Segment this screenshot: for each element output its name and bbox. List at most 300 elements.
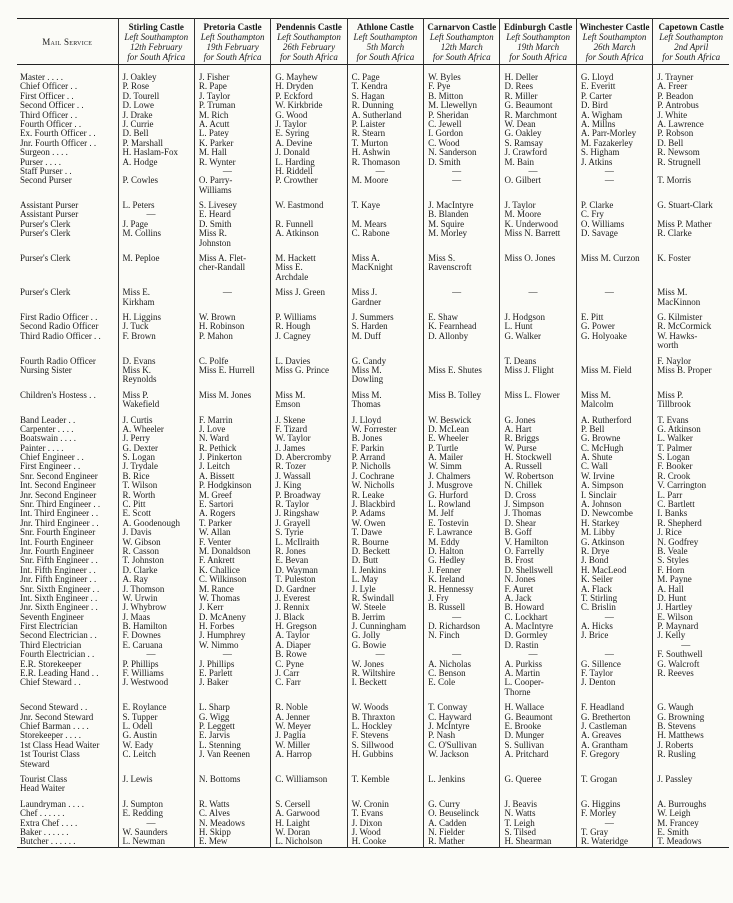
crew-name: M. Rich <box>198 109 229 120</box>
crew-name: C. Wood <box>428 137 460 148</box>
role-label: Children's Hostess . . <box>20 389 96 400</box>
crew-name: J. Tuck <box>122 321 149 332</box>
crew-name: J. Davis <box>122 527 152 538</box>
crew-cell <box>500 410 576 698</box>
crew-name: Dowling <box>351 374 384 385</box>
crew-name: M. Hackett <box>275 253 316 264</box>
crew-name: G. Holyoake <box>580 330 627 341</box>
crew-cell <box>424 385 500 410</box>
crew-name: A. Lawrence <box>657 118 704 129</box>
crew-name: A. Acutt <box>198 118 230 129</box>
crew-name: G. Hedley <box>428 555 466 566</box>
crew-cell <box>118 385 194 410</box>
crew-name: L. May <box>351 574 379 585</box>
role-label: Carpenter . . . . <box>20 423 74 434</box>
crew-name: G. Mayhew <box>275 72 318 82</box>
crew-name: P. Carter <box>580 90 612 101</box>
crew-name: W. Irvine <box>580 470 615 481</box>
crew-name: J. Black <box>275 611 305 622</box>
crew-name: L. Newman <box>122 836 165 847</box>
crew-name: P. Turtle <box>428 442 459 453</box>
crew-name: Miss P. <box>122 389 149 400</box>
crew-name: D. Abercromby <box>275 452 332 463</box>
role-label: Assistant Purser <box>20 209 79 220</box>
role-label: Assistant Purser <box>20 200 79 211</box>
role-label: Second Steward . . <box>20 702 88 713</box>
crew-name: K. Seiler <box>580 574 613 585</box>
crew-name: J. Wood <box>351 826 381 837</box>
crew-cell <box>118 307 194 351</box>
crew-name: J. Lyle <box>351 583 376 594</box>
crew-name: R. Thomason <box>351 156 401 167</box>
crew-cell <box>271 385 347 410</box>
crew-name: G. Beaumont <box>504 711 553 722</box>
vacant-dash: — <box>604 165 614 176</box>
crew-name: P. Arrand <box>351 452 386 463</box>
crew-cell <box>271 248 347 282</box>
crew-name: C. Pyne <box>275 658 304 669</box>
crew-name: R. Jones <box>275 545 306 556</box>
crew-name: E. Redding <box>122 808 163 819</box>
crew-name: F. Marrin <box>198 414 233 425</box>
crew-name: K. Foster <box>657 253 691 264</box>
ship-name: Edinburgh Castle <box>504 22 573 32</box>
crew-name: D. Butt <box>351 555 379 566</box>
crew-name: A. Goodenough <box>122 517 180 528</box>
crew-name: H. Dryden <box>275 81 314 92</box>
crew-name: Miss M. <box>657 287 688 298</box>
role-label: E.R. Storekeeper <box>20 658 82 669</box>
crew-name: P. Maynard <box>657 621 699 632</box>
crew-name: J. Taylor <box>275 118 307 129</box>
crew-name: J. Kelly <box>657 630 686 641</box>
crew-cell <box>424 410 500 698</box>
role-cell <box>17 385 118 410</box>
crew-name: J. Maas <box>122 611 150 622</box>
crew-name: A. Johnson <box>580 499 622 510</box>
crew-name: R. Worth <box>122 489 156 500</box>
crew-name: A. Purkiss <box>504 658 542 669</box>
crew-name: P. Leggett <box>198 721 235 731</box>
crew-cell <box>424 351 500 385</box>
crew-name: A. Rogers <box>198 508 236 519</box>
crew-name: J. Passley <box>657 773 693 784</box>
role-label: Snr. Fifth Engineer . . <box>20 555 98 566</box>
crew-name: A. MacIntyre <box>504 621 553 632</box>
crew-name: R. McCormick <box>657 321 712 332</box>
crew-cell <box>347 282 423 307</box>
role-label: Second Purser <box>20 175 72 186</box>
vacant-dash: — <box>528 649 538 660</box>
role-label: Int. Third Engineer . . <box>20 508 99 519</box>
crew-name: L. Hockley <box>351 721 393 731</box>
crew-name: Malcolm <box>580 399 614 410</box>
crew-name: E. Parlett <box>198 668 233 679</box>
crew-name: G. Browning <box>657 711 705 722</box>
crew-name: J. Roberts <box>657 739 694 750</box>
role-label: Storekeeper . . . . <box>20 730 81 741</box>
role-label: Jnr. Second Engineer <box>20 489 97 500</box>
role-label: Staff Purser . . <box>20 165 72 176</box>
crew-name: D. Wayman <box>275 564 318 575</box>
crew-name: O. Farrelly <box>504 545 544 556</box>
crew-name: J. Pinkerton <box>198 452 242 463</box>
ship-departure-line: Left Southampton <box>506 32 571 42</box>
crew-name: F. Williams <box>122 668 164 679</box>
crew-name: Miss J. Flight <box>504 364 554 375</box>
crew-name: J. Leitch <box>198 461 230 472</box>
crew-name: W. Urwin <box>122 592 158 603</box>
crew-name: J. Lloyd <box>351 414 382 425</box>
crew-name: A. Greaves <box>580 730 622 741</box>
crew-name: L. Walker <box>657 433 693 444</box>
crew-name: Miss E. Hurrell <box>198 364 255 375</box>
crew-name: P. Bell <box>580 423 605 434</box>
crew-cell <box>576 351 652 385</box>
crew-cell <box>424 248 500 282</box>
crew-name: C. Lockhart <box>504 611 548 622</box>
crew-name: D. Bird <box>580 100 608 111</box>
role-cell <box>17 351 118 385</box>
crew-name: J. MacIntyre <box>428 200 474 211</box>
crew-name: C. Hayward <box>428 711 472 722</box>
crew-name: J. Humphrey <box>198 630 246 641</box>
crew-name: M. Mears <box>351 218 387 229</box>
crew-name: S. Logan <box>657 452 690 463</box>
crew-name: J. Skene <box>275 414 306 425</box>
crew-name: L. Peters <box>122 200 155 211</box>
crew-roster-table <box>17 18 729 848</box>
crew-name: W. Dean <box>504 118 536 129</box>
roster-section <box>17 65 729 196</box>
crew-name: C. O'Sullivan <box>428 739 477 750</box>
crew-name: G. Walker <box>504 330 542 341</box>
vacant-dash: — <box>681 639 691 650</box>
role-label: Nursing Sister <box>20 364 72 375</box>
crew-name: T. Puleston <box>275 574 316 585</box>
crew-name: Miss O. Jones <box>504 253 556 264</box>
crew-cell <box>271 697 347 769</box>
crew-name: C. Page <box>351 72 380 82</box>
crew-name: Miss B. Proper <box>657 364 712 375</box>
crew-name: W. Allan <box>198 527 231 538</box>
crew-name: W. Woods <box>351 702 389 713</box>
crew-name: T. Grogan <box>580 773 618 784</box>
crew-name: Miss N. Barrett <box>504 228 561 239</box>
crew-name: Miss M. <box>275 389 306 400</box>
crew-name: M. Donaldson <box>198 545 251 556</box>
crew-cell <box>118 65 194 196</box>
crew-name: R. Watts <box>198 798 230 809</box>
crew-name: R. Briggs <box>504 433 539 444</box>
crew-name: Miss R. <box>198 228 227 239</box>
crew-name: W. Leigh <box>657 808 691 819</box>
crew-name: J. Perry <box>122 433 150 444</box>
crew-name: G. Wigg <box>198 711 230 722</box>
crew-name: W. Steele <box>351 602 386 613</box>
crew-name: L. Sharp <box>198 702 230 713</box>
crew-name: W. Simm <box>428 461 462 472</box>
crew-name: R. Stearn <box>351 128 386 139</box>
crew-name: H. MacLeod <box>580 564 627 575</box>
role-label: Jnr. Fifth Engineer . . <box>20 574 97 585</box>
crew-cell <box>194 282 270 307</box>
crew-name: R. Newsom <box>657 147 700 158</box>
crew-cell <box>653 282 729 307</box>
vacant-dash: — <box>528 165 538 176</box>
crew-name: G. Browne <box>580 433 621 444</box>
crew-name: R. Marchmont <box>504 109 557 120</box>
crew-name: T. Meadows <box>657 836 702 847</box>
crew-name: E. Smith <box>657 826 689 837</box>
crew-name: P. Broadway <box>275 489 321 500</box>
role-label: Jnr. Sixth Engineer . . <box>20 602 98 613</box>
crew-name: A. Parr-Morley <box>580 128 637 139</box>
crew-name: P. Laister <box>351 118 386 129</box>
crew-name: D. Clarke <box>122 564 158 575</box>
crew-name: R. Swindall <box>351 592 395 603</box>
role-label: Chief Barman . . . . <box>20 721 89 731</box>
crew-name: A. Taylor <box>275 630 310 641</box>
crew-name: M. Hall <box>198 147 227 158</box>
crew-name: Wakefield <box>122 399 160 410</box>
role-label: Chief Engineer . . <box>20 452 84 463</box>
crew-name: A. Hall <box>657 583 684 594</box>
crew-name: R. Pethick <box>198 442 237 453</box>
role-label: Extra Chef . . . . <box>20 817 78 828</box>
crew-cell <box>500 282 576 307</box>
crew-name: T. Kendra <box>351 81 388 92</box>
crew-name: J. Westwood <box>122 677 169 688</box>
crew-name: L. Davies <box>275 355 311 366</box>
crew-name: J. Whybrow <box>122 602 167 613</box>
crew-name: L. Hunt <box>504 321 533 332</box>
crew-name: W. Kirkbride <box>275 100 323 111</box>
crew-name: S. Tyrie <box>275 527 304 538</box>
crew-name: A. Pritchard <box>504 749 549 760</box>
crew-name: Miss J. Green <box>275 287 326 298</box>
crew-name: D. Gardner <box>275 583 316 594</box>
ship-header <box>653 19 729 65</box>
crew-name: H. Matthews <box>657 730 704 741</box>
crew-name: B. Blanden <box>428 209 469 220</box>
crew-name: D. Richardson <box>428 621 481 632</box>
role-label: Surgeon . . . . <box>20 147 68 158</box>
crew-name: F. Ankrett <box>198 555 235 566</box>
crew-name: Miss M. Field <box>580 364 632 375</box>
crew-name: I. Banks <box>657 508 688 519</box>
crew-name: R. Reeves <box>657 668 694 679</box>
ship-departure-line: for South Africa <box>356 52 415 62</box>
role-cell <box>17 248 118 282</box>
crew-name: F. Booker <box>657 461 693 472</box>
crew-cell <box>576 282 652 307</box>
crew-name: J. Lewis <box>122 773 153 784</box>
crew-name: Miss M. Jones <box>198 389 252 400</box>
crew-name: S. Tupper <box>122 711 158 722</box>
crew-name: F. Tizard <box>275 423 308 434</box>
crew-name: D. Rastin <box>504 639 539 650</box>
crew-name: C. Benson <box>428 668 466 679</box>
crew-name: V. Hamilton <box>504 536 549 547</box>
role-label: Int. Second Engineer <box>20 480 96 491</box>
crew-name: Miss K. <box>122 364 152 375</box>
crew-cell <box>118 351 194 385</box>
crew-name: H. Gregson <box>275 621 317 632</box>
crew-cell <box>653 697 729 769</box>
crew-name: M. Greef <box>198 489 232 500</box>
crew-name: M. Libby <box>580 527 615 538</box>
ship-departure-line: Left Southampton <box>200 32 265 42</box>
crew-cell <box>118 697 194 769</box>
crew-name: R. Crook <box>657 470 691 481</box>
crew-cell <box>500 65 576 196</box>
crew-name: J. Fisher <box>198 72 230 82</box>
ship-departure-line: 12th March <box>440 42 483 52</box>
crew-name: I. Gordon <box>428 128 464 139</box>
crew-cell <box>653 195 729 248</box>
crew-name: G. Waugh <box>657 702 694 713</box>
crew-name: A. Martin <box>504 668 540 679</box>
crew-name: H. Forbes <box>198 621 235 632</box>
roster-section <box>17 410 729 698</box>
ship-departure-line: for South Africa <box>509 52 568 62</box>
crew-name: J. Rice <box>657 527 682 538</box>
crew-name: Miss M. Curzon <box>580 253 640 264</box>
crew-name: D. Gormley <box>504 630 548 641</box>
crew-name: L. McIlraith <box>275 536 320 547</box>
vacant-dash: — <box>146 817 156 828</box>
crew-name: J. Denton <box>580 677 616 688</box>
crew-cell <box>500 248 576 282</box>
crew-name: W. Brown <box>198 311 236 322</box>
role-label: Band Leader . . <box>20 414 76 425</box>
crew-name: R. Hough <box>275 321 311 332</box>
crew-name: B. Frost <box>504 555 534 566</box>
crew-name: L. Patey <box>198 128 229 139</box>
crew-name: R. Shepherd <box>657 517 702 528</box>
role-label: Chief Officer . . <box>20 81 78 92</box>
crew-name: G. Bowie <box>351 639 387 650</box>
crew-name: S. Hagan <box>351 90 385 101</box>
crew-name: D. Shear <box>504 517 536 528</box>
crew-name: P. Crowther <box>275 175 318 186</box>
crew-name: B. Jerrim <box>351 611 386 622</box>
crew-name: W. Saunders <box>122 826 168 837</box>
crew-name: N. Ward <box>198 433 229 444</box>
crew-name: F. Stevens <box>351 730 389 741</box>
crew-name: J. Love <box>198 423 226 434</box>
crew-name: G. Kilmister <box>657 311 703 322</box>
roster-section <box>17 195 729 248</box>
crew-name: C. Brislin <box>580 602 616 613</box>
crew-name: J. Wassall <box>275 470 311 481</box>
roster-section <box>17 794 729 847</box>
crew-name: E. Heard <box>198 209 231 220</box>
ship-header <box>271 19 347 65</box>
crew-name: G. Oakley <box>504 128 542 139</box>
role-label: Chef . . . . . . <box>20 808 65 819</box>
crew-name: P. Nicholls <box>351 461 391 472</box>
crew-name: E. Shaw <box>428 311 459 322</box>
role-label: Head Waiter <box>20 783 65 794</box>
crew-name: H. Laight <box>275 817 310 828</box>
header-row <box>17 19 729 65</box>
crew-name: T. Parker <box>198 517 232 528</box>
crew-cell <box>194 351 270 385</box>
crew-cell <box>500 351 576 385</box>
crew-name: H. Deller <box>504 72 538 82</box>
role-label: First Electrician <box>20 621 78 632</box>
roster-section <box>17 248 729 282</box>
role-label: Third Officer . . <box>20 109 78 120</box>
ship-name: Stirling Castle <box>128 22 184 32</box>
crew-name: J. Baker <box>198 677 229 688</box>
role-label: Steward <box>20 758 50 769</box>
crew-name: J. Castleman <box>580 721 627 731</box>
crew-cell <box>653 248 729 282</box>
role-label: Jnr. Fourth Engineer <box>20 545 94 556</box>
crew-name: L. Stenning <box>198 739 241 750</box>
crew-name: T. Wilson <box>122 480 158 491</box>
ship-header <box>194 19 270 65</box>
role-label: Painter . . . . <box>20 442 64 453</box>
vacant-dash: — <box>604 817 614 828</box>
crew-name: A. Garwood <box>275 808 320 819</box>
crew-name: H. Robinson <box>198 321 245 332</box>
crew-name: Reynolds <box>122 374 157 385</box>
crew-name: M. Llewellyn <box>428 100 478 111</box>
crew-name: D. Bell <box>657 137 684 148</box>
crew-name: M. Morley <box>428 228 468 239</box>
crew-name: A. Jenner <box>275 711 310 722</box>
crew-name: B. Rice <box>122 470 150 481</box>
role-label: Snr. Third Engineer . . <box>20 499 101 510</box>
crew-name: G. Wood <box>275 109 308 120</box>
crew-name: G. Austin <box>122 730 158 741</box>
vacant-dash: — <box>528 287 538 298</box>
crew-name: T. Palmer <box>657 442 693 453</box>
crew-cell <box>424 794 500 847</box>
crew-name: H. Stockwell <box>504 452 552 463</box>
crew-name: D. Newcombe <box>580 508 633 519</box>
crew-name: Gardner <box>351 296 382 307</box>
crew-name: N. Bottoms <box>198 773 241 784</box>
vacant-dash: — <box>452 165 462 176</box>
crew-name: G. Atkinson <box>657 423 701 434</box>
crew-cell <box>347 195 423 248</box>
crew-name: J. Oakley <box>122 72 157 82</box>
crew-cell <box>424 65 500 196</box>
role-label: Purser's Clerk <box>20 218 71 229</box>
crew-name: T. Evans <box>351 808 383 819</box>
crew-name: A. Flack <box>580 583 612 594</box>
crew-name: T. Morris <box>657 175 692 186</box>
crew-cell <box>576 195 652 248</box>
crew-name: A. Russell <box>504 461 542 472</box>
crew-cell <box>576 307 652 351</box>
crew-name <box>581 641 652 650</box>
crew-name: G. Hurford <box>428 489 469 500</box>
crew-name: G. Stuart-Clark <box>657 200 713 211</box>
role-cell <box>17 195 118 248</box>
mail-service-heading <box>17 19 118 65</box>
crew-name: E. Sartori <box>198 499 234 510</box>
crew-name: P. Marshall <box>122 137 163 148</box>
crew-name: R. Wynter <box>198 156 236 167</box>
crew-cell <box>271 307 347 351</box>
crew-name: A. Shute <box>580 452 613 463</box>
